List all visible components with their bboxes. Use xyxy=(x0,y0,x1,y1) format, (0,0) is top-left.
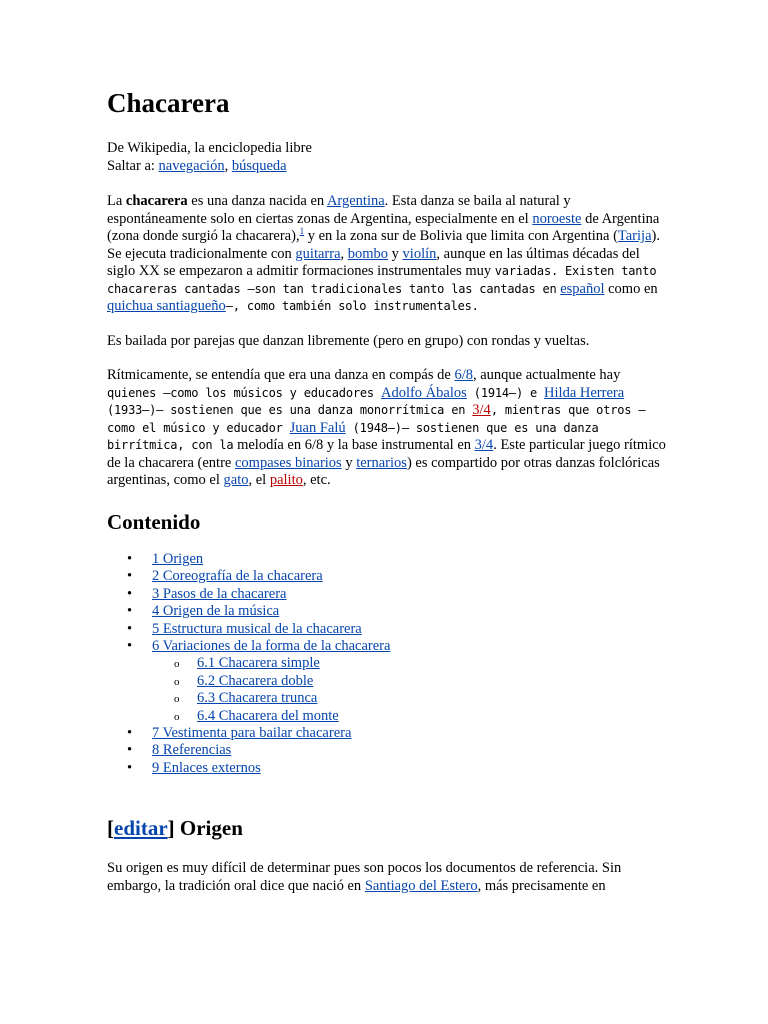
toc-item xyxy=(107,760,390,777)
text: , xyxy=(340,245,348,262)
text: , mientras que otros —como el músico y educador xyxy=(107,403,646,435)
text: quienes —como los músicos y educadores xyxy=(107,385,381,400)
link-quichua[interactable]: quichua santiagueño xyxy=(107,298,226,314)
toc-link-variaciones[interactable]: 6 Variaciones de la forma de la chacarera xyxy=(152,638,391,655)
link-santiago-del-estero[interactable]: Santiago del Estero xyxy=(364,877,478,894)
text: La xyxy=(107,193,126,209)
section-heading-origen xyxy=(107,816,243,841)
link-palito[interactable]: palito xyxy=(269,472,303,488)
link-bombo[interactable]: bombo xyxy=(347,245,389,262)
text: variadas. Existen tanto chacareras cantadas —son tan tradicionales tanto las cantadas en xyxy=(107,264,657,296)
text: , el xyxy=(248,472,270,488)
text: , aunque actualmente hay xyxy=(472,367,621,383)
link-espanol[interactable]: español xyxy=(560,280,605,297)
page-title: Chacarera xyxy=(107,88,230,118)
text: y xyxy=(341,454,357,471)
link-juan-falu[interactable]: Juan Falú xyxy=(289,419,346,436)
link-gato[interactable]: gato xyxy=(223,472,249,488)
toc-item xyxy=(107,603,390,620)
text: (1933–)— sostienen que es una danza monorrítmica en xyxy=(107,403,473,417)
toc-item xyxy=(107,638,390,725)
edit-section-link[interactable]: editar xyxy=(114,816,168,840)
toc-link-simple[interactable]: 6.1 Chacarera simple xyxy=(197,655,320,672)
toc-subitem xyxy=(107,655,390,672)
link-guitarra[interactable]: guitarra xyxy=(295,245,341,262)
toc-subitem xyxy=(107,673,390,690)
jump-separator: , xyxy=(224,158,232,174)
intro-paragraph xyxy=(107,193,667,316)
toc-item xyxy=(107,742,390,759)
toc-item xyxy=(107,568,390,585)
text: es una danza nacida en xyxy=(187,193,327,209)
toc-link-monte[interactable]: 6.4 Chacarera del monte xyxy=(197,707,339,724)
link-argentina[interactable]: Argentina xyxy=(326,193,385,209)
toc-item xyxy=(107,586,390,603)
text: y en la zona sur de Bolivia que limita con Argentina ( xyxy=(304,228,618,244)
toc-link-doble[interactable]: 6.2 Chacarera doble xyxy=(197,672,314,689)
toc-item xyxy=(107,725,390,742)
text: , aunque en las últimas décadas del siglo XX se empezaron a admitir formaciones instrumentales muy xyxy=(107,245,640,279)
toc-sublist xyxy=(152,655,390,725)
toc-link-origen[interactable]: 1 Origen xyxy=(152,551,204,567)
jump-search-link[interactable]: búsqueda xyxy=(231,158,287,174)
link-3-4-red[interactable]: 3/4 xyxy=(472,402,491,418)
text: . Este particular juego rítmico de la chacarera (entre xyxy=(107,437,666,471)
tagline: De Wikipedia, la enciclopedia libre xyxy=(107,140,312,156)
text: Rítmicamente, se entendía que era una danza en compás de xyxy=(107,367,455,383)
text: , etc. xyxy=(302,472,331,488)
dance-paragraph xyxy=(107,333,667,351)
link-6-8[interactable]: 6/8 xyxy=(454,367,473,383)
link-3-4[interactable]: 3/4 xyxy=(474,437,494,453)
text: como en xyxy=(604,280,658,297)
bracket-close: ] xyxy=(167,816,175,840)
link-noroeste[interactable]: noroeste xyxy=(532,210,582,227)
toc-link-trunca[interactable]: 6.3 Chacarera trunca xyxy=(197,690,318,707)
text: (1948–)— sostienen que es una danza birrítmica, con la xyxy=(107,420,599,452)
text: Su origen es muy difícil de determinar pues son pocos los documentos de referencia. Sin embargo, la tradición oral dice que nació en xyxy=(107,860,622,894)
bracket-open: [ xyxy=(107,816,114,840)
reference-link[interactable]: 1 xyxy=(299,226,305,237)
text: Es bailada por parejas que danzan libremente (pero en grupo) con rondas y vueltas. xyxy=(107,333,590,349)
link-compases-binarios[interactable]: compases binarios xyxy=(234,454,342,471)
jump-links xyxy=(107,157,312,175)
link-ternarios[interactable]: ternarios xyxy=(356,454,407,471)
jump-navigation-link[interactable]: navegación xyxy=(158,158,225,174)
text: ) es compartido por otras danzas folclóricas argentinas, como el xyxy=(107,454,660,488)
toc-link-origen-musica[interactable]: 4 Origen de la música xyxy=(152,603,280,620)
link-adolfo-abalos[interactable]: Adolfo Ábalos xyxy=(380,384,467,401)
toc-subitem xyxy=(107,690,390,707)
bold-term: chacarera xyxy=(125,193,188,209)
article-subheader xyxy=(107,139,312,175)
text: , más precisamente en xyxy=(477,877,606,894)
link-hilda-herrera[interactable]: Hilda Herrera xyxy=(544,384,625,401)
jump-prefix: Saltar a: xyxy=(107,158,159,174)
text: (1914–) e xyxy=(466,385,545,400)
text: y xyxy=(388,245,403,262)
text: melodía en 6/8 y la base instrumental en xyxy=(233,437,475,453)
text: —, como también solo instrumentales. xyxy=(225,299,479,313)
toc-link-enlaces[interactable]: 9 Enlaces externos xyxy=(152,759,261,776)
toc-item xyxy=(107,551,390,568)
text: de Argentina (zona donde surgió la chacarera), xyxy=(107,210,660,244)
toc-subitem xyxy=(107,708,390,725)
toc-link-estructura[interactable]: 5 Estructura musical de la chacarera xyxy=(152,620,362,637)
table-of-contents xyxy=(107,551,390,777)
toc-link-vestimenta[interactable]: 7 Vestimenta para bailar chacarera xyxy=(152,725,352,742)
toc-heading: Contenido xyxy=(107,510,201,534)
toc-link-pasos[interactable]: 3 Pasos de la chacarera xyxy=(152,585,287,602)
text: ). Se ejecuta tradicionalmente con xyxy=(107,228,660,262)
toc-link-coreografia[interactable]: 2 Coreografía de la chacarera xyxy=(152,568,323,585)
toc-link-referencias[interactable]: 8 Referencias xyxy=(152,742,232,759)
toc-item xyxy=(107,621,390,638)
section-title: Origen xyxy=(174,816,243,840)
rhythm-paragraph xyxy=(107,367,667,490)
text: . Esta danza se baila al natural y espontáneamente solo en ciertas zonas de Argentina, especialmente en el xyxy=(107,193,571,227)
origen-paragraph xyxy=(107,860,667,895)
link-violin[interactable]: violín xyxy=(402,245,437,262)
link-tarija[interactable]: Tarija xyxy=(617,228,652,244)
